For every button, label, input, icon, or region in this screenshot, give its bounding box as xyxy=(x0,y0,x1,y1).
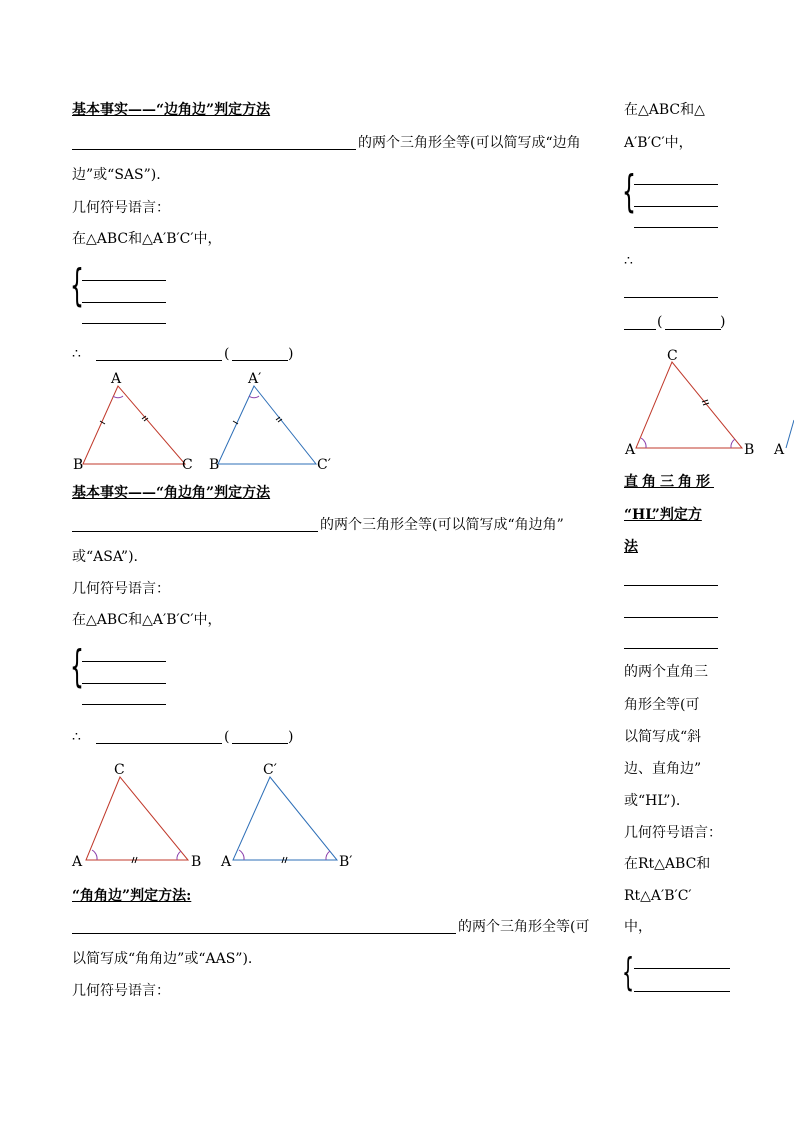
hl-sym-blank-1[interactable] xyxy=(634,968,730,969)
asa-blank-3[interactable] xyxy=(82,704,166,705)
hl-text-4: 或“HL”). xyxy=(624,793,681,809)
right-blank-conclusion[interactable] xyxy=(624,297,718,298)
sas-heading: 基本事实——“边角边”判定方法 xyxy=(72,102,271,118)
asa-text-line2: 或“ASA”). xyxy=(72,549,138,565)
right-tri-label-a: A xyxy=(625,442,636,458)
asa-brace: { xyxy=(70,641,84,692)
right-tri-label-c: C xyxy=(667,348,678,364)
sas-blank-conclusion[interactable] xyxy=(96,360,222,361)
asa-blank-1[interactable] xyxy=(82,661,166,662)
asa-blank-condition[interactable] xyxy=(72,531,318,532)
sas-tri1-label-c: C xyxy=(182,457,193,473)
hl-sym-blank-2[interactable] xyxy=(634,991,730,992)
aas-blank-condition[interactable] xyxy=(72,933,456,934)
asa-tri2-label-b: B′ xyxy=(339,854,353,870)
right-blank-2[interactable] xyxy=(634,206,718,207)
sas-text-line1: 的两个三角形全等(可以简写成“边角 xyxy=(358,135,581,151)
aas-heading: “角角边”判定方法: xyxy=(72,888,192,904)
right-brace: { xyxy=(622,166,636,217)
sas-reason-paren-close: ) xyxy=(288,346,294,362)
sas-tri2-label-b: B xyxy=(209,457,220,473)
asa-therefore: ∴ xyxy=(72,729,81,745)
sas-blank-1[interactable] xyxy=(82,280,166,281)
asa-blank-conclusion[interactable] xyxy=(96,743,222,744)
asa-triangle-abc xyxy=(80,770,200,860)
aas-text-line1: 的两个三角形全等(可 xyxy=(458,919,590,935)
hl-blank-1[interactable] xyxy=(624,585,718,586)
sas-in-triangles: 在△ABC和△A′B′C′中， xyxy=(72,231,222,247)
hl-heading-line2: “HL”判定方 xyxy=(624,507,702,523)
hl-text-3: 边、直角边” xyxy=(624,761,702,777)
asa-blank-2[interactable] xyxy=(82,683,166,684)
sas-blank-3[interactable] xyxy=(82,323,166,324)
right-reason-paren-close: ) xyxy=(720,314,726,330)
asa-tri1-label-a: A xyxy=(72,854,83,870)
sas-tri2-label-c: C′ xyxy=(317,457,331,473)
right-therefore: ∴ xyxy=(624,253,633,269)
sas-blank-2[interactable] xyxy=(82,302,166,303)
right-blank-1[interactable] xyxy=(634,184,718,185)
hl-text-0: 的两个直角三 xyxy=(624,664,708,680)
right-tri-label-b: B xyxy=(744,442,755,458)
hl-text-1: 角形全等(可 xyxy=(624,697,700,713)
hl-blank-3[interactable] xyxy=(624,648,718,649)
sas-triangle-abc-prime xyxy=(216,376,326,466)
asa-tri1-label-b: B xyxy=(191,854,202,870)
asa-text-line1: 的两个三角形全等(可以简写成“角边角” xyxy=(320,517,564,533)
asa-tri2-label-c: C′ xyxy=(263,762,277,778)
sas-blank-condition[interactable] xyxy=(72,149,356,150)
sas-triangle-abc xyxy=(70,376,190,466)
asa-tri1-label-c: C xyxy=(114,762,125,778)
hl-text-7: Rt△A′B′C′ xyxy=(624,888,692,904)
hl-text-8: 中， xyxy=(624,919,652,935)
hl-brace: { xyxy=(622,950,635,994)
right-blank-reason[interactable] xyxy=(665,329,721,330)
right-blank-conclusion-2[interactable] xyxy=(624,329,656,330)
sas-tri1-label-a: A xyxy=(111,371,122,387)
asa-symbolic-label: 几何符号语言： xyxy=(72,581,170,597)
sas-blank-reason[interactable] xyxy=(232,360,288,361)
right-edge-label-a: A xyxy=(774,442,785,458)
hl-text-5: 几何符号语言： xyxy=(624,825,722,841)
sas-symbolic-label: 几何符号语言： xyxy=(72,200,170,216)
asa-triangle-abc-prime xyxy=(230,770,350,860)
hl-heading-line3: 法 xyxy=(624,539,638,555)
hl-heading-line1: 直角三角形 xyxy=(624,474,714,490)
asa-in-triangles: 在△ABC和△A′B′C′中， xyxy=(72,612,222,628)
sas-tri2-label-a: A′ xyxy=(248,371,262,387)
asa-reason-paren-close: ) xyxy=(288,729,294,745)
right-triangle-abc xyxy=(632,354,752,454)
right-line1: 在△ABC和△ xyxy=(624,102,705,118)
asa-reason-paren-open: ( xyxy=(224,729,230,745)
sas-text-line2: 边”或“SAS”). xyxy=(72,167,161,183)
sas-brace: { xyxy=(70,260,84,311)
sas-tri1-label-b: B xyxy=(73,457,84,473)
asa-blank-reason[interactable] xyxy=(232,743,288,744)
right-blank-3[interactable] xyxy=(634,227,718,228)
aas-symbolic-label: 几何符号语言： xyxy=(72,983,170,999)
right-edge-triangle-fragment xyxy=(784,420,794,450)
sas-therefore: ∴ xyxy=(72,346,81,362)
hl-blank-2[interactable] xyxy=(624,617,718,618)
asa-tri2-label-a: A xyxy=(221,854,232,870)
hl-text-2: 以简写成“斜 xyxy=(624,729,702,745)
right-reason-paren-open: ( xyxy=(657,314,663,330)
hl-text-6: 在Rt△ABC和 xyxy=(624,856,711,872)
asa-heading: 基本事实——“角边角”判定方法 xyxy=(72,485,271,501)
sas-reason-paren-open: ( xyxy=(224,346,230,362)
right-line2: A′B′C′中， xyxy=(624,135,693,151)
aas-text-line2: 以简写成“角角边”或“AAS”). xyxy=(72,951,253,967)
